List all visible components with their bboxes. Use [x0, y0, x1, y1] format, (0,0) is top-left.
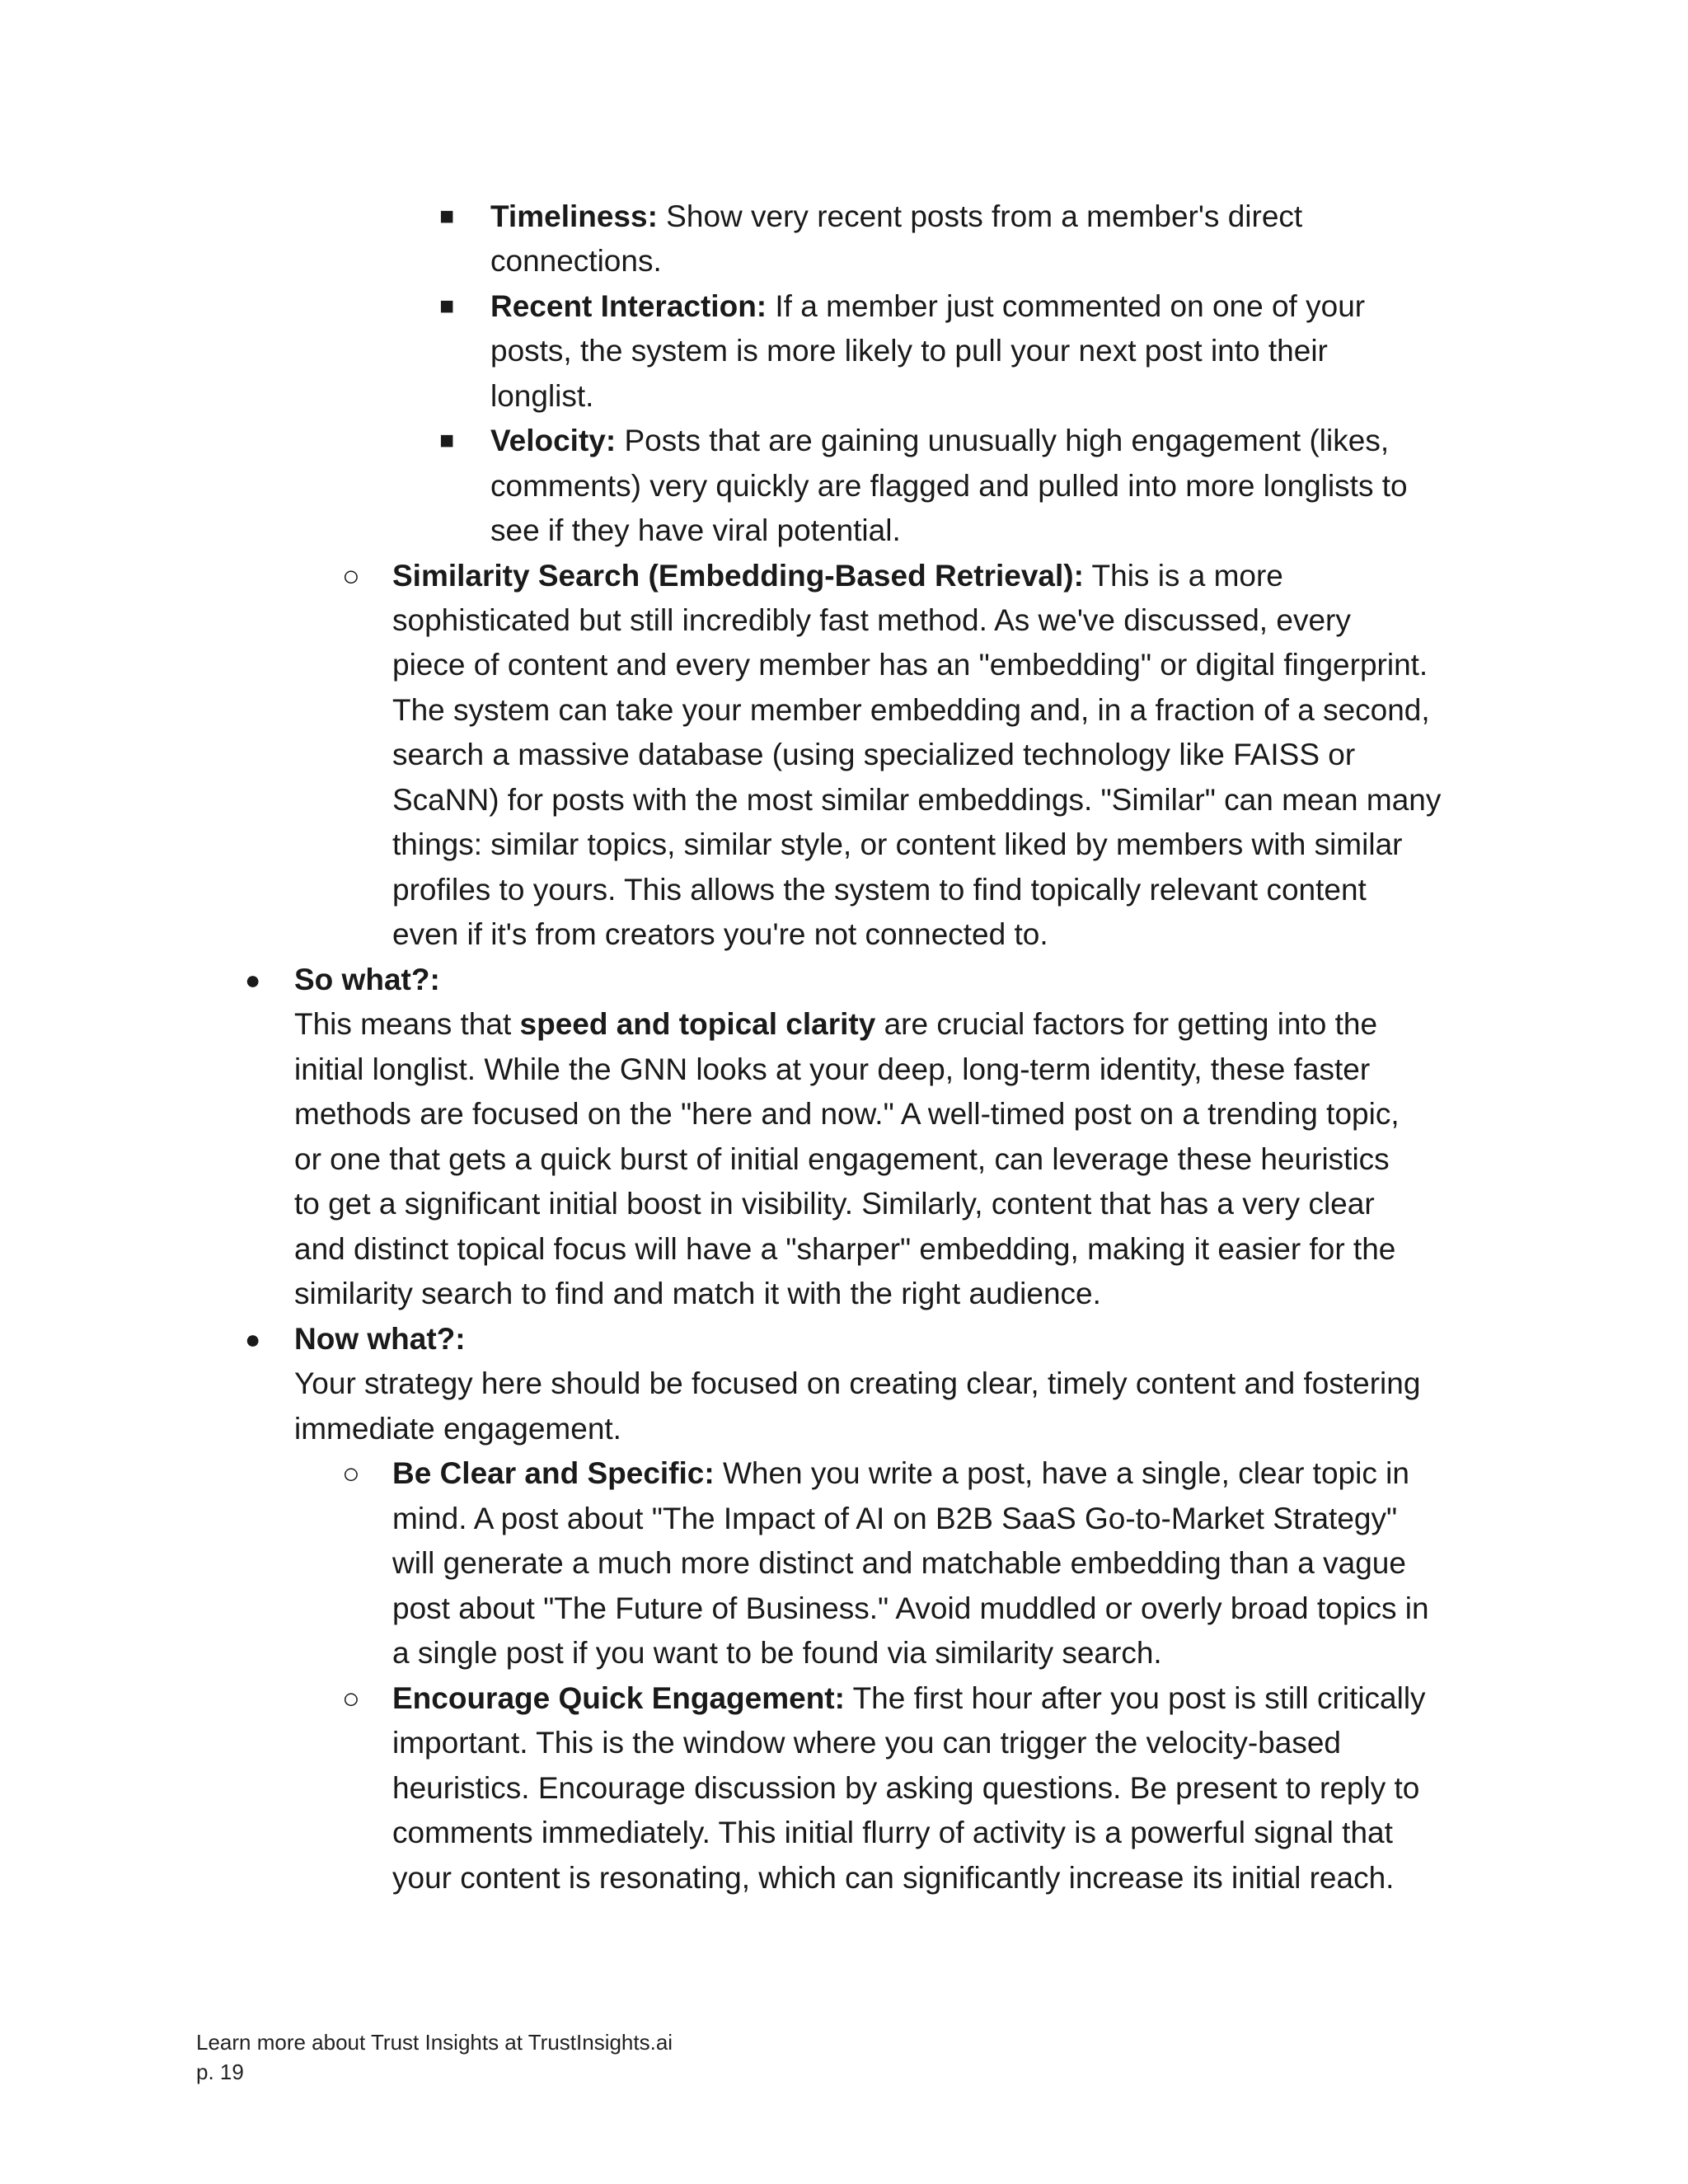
so-what-text-pre: This means that [294, 1007, 520, 1041]
timeliness-text-2: connections. [490, 244, 662, 278]
similarity-label: Similarity Search (Embedding-Based Retrieval): [392, 559, 1084, 593]
be-clear-text-4: post about "The Future of Business." Avoid muddled or overly broad topics in [392, 1591, 1429, 1625]
hollow-bullet-icon: ○ [342, 1681, 360, 1715]
similarity-text-5: search a massive database (using specialized technology like FAISS or [392, 738, 1356, 771]
recent-interaction-label: Recent Interaction: [490, 289, 767, 323]
similarity-item [392, 554, 1283, 598]
encourage-text: The first hour after you post is still critically [844, 1681, 1426, 1715]
similarity-text-2: sophisticated but still incredibly fast method. As we've discussed, every [392, 603, 1351, 637]
similarity-text-7: things: similar topics, similar style, or content liked by members with similar [392, 827, 1403, 861]
so-what-label: So what?: [294, 963, 440, 996]
recent-interaction-item [490, 284, 1365, 329]
velocity-text: Posts that are gaining unusually high engagement (likes, [616, 424, 1390, 457]
now-what-text-1: Your strategy here should be focused on creating clear, timely content and fostering [294, 1366, 1421, 1400]
so-what-emphasis: speed and topical clarity [519, 1007, 876, 1041]
now-what-label: Now what?: [294, 1322, 466, 1356]
velocity-text-2: comments) very quickly are flagged and pulled into more longlists to [490, 469, 1408, 503]
be-clear-text-3: will generate a much more distinct and matchable embedding than a vague [392, 1546, 1406, 1580]
encourage-text-2: important. This is the window where you can trigger the velocity-based [392, 1726, 1341, 1760]
encourage-text-4: comments immediately. This initial flurry of activity is a powerful signal that [392, 1816, 1393, 1849]
similarity-text-6: ScaNN) for posts with the most similar embeddings. "Similar" can mean many [392, 783, 1442, 817]
square-bullet-icon: ■ [439, 293, 455, 320]
encourage-text-3: heuristics. Encourage discussion by asking questions. Be present to reply to [392, 1771, 1420, 1805]
timeliness-label: Timeliness: [490, 199, 658, 233]
so-what-text-3: methods are focused on the "here and now." A well-timed post on a trending topic, [294, 1097, 1400, 1131]
be-clear-item [392, 1451, 1409, 1496]
recent-interaction-text-2: posts, the system is more likely to pull your next post into their [490, 334, 1328, 368]
velocity-label: Velocity: [490, 424, 617, 457]
be-clear-text-2: mind. A post about "The Impact of AI on B2B SaaS Go-to-Market Strategy" [392, 1502, 1398, 1535]
now-what-heading [294, 1317, 466, 1361]
so-what-text-4: or one that gets a quick burst of initial engagement, can leverage these heuristics [294, 1142, 1390, 1176]
disc-bullet-icon: ● [245, 965, 261, 995]
be-clear-text-5: a single post if you want to be found via similarity search. [392, 1636, 1162, 1670]
square-bullet-icon: ■ [439, 203, 455, 230]
hollow-bullet-icon: ○ [342, 1456, 360, 1490]
velocity-text-3: see if they have viral potential. [490, 513, 901, 547]
so-what-text-5: to get a significant initial boost in visibility. Similarly, content that has a very clear [294, 1187, 1375, 1221]
so-what-text-7: similarity search to find and match it with the right audience. [294, 1277, 1101, 1310]
be-clear-text: When you write a post, have a single, clear topic in [714, 1456, 1409, 1490]
velocity-item [490, 419, 1389, 463]
encourage-item [392, 1676, 1426, 1721]
hollow-bullet-icon: ○ [342, 559, 360, 593]
recent-interaction-text: If a member just commented on one of your [767, 289, 1366, 323]
timeliness-item [490, 194, 1302, 239]
encourage-label: Encourage Quick Engagement: [392, 1681, 845, 1715]
encourage-text-5: your content is resonating, which can significantly increase its initial reach. [392, 1861, 1395, 1895]
similarity-text-8: profiles to yours. This allows the system to find topically relevant content [392, 873, 1367, 907]
now-what-text-2: immediate engagement. [294, 1412, 621, 1446]
so-what-text-6: and distinct topical focus will have a "sharper" embedding, making it easier for the [294, 1232, 1396, 1266]
square-bullet-icon: ■ [439, 427, 455, 454]
page-number: p. 19 [196, 2060, 244, 2084]
so-what-text-post: are crucial factors for getting into the [875, 1007, 1378, 1041]
disc-bullet-icon: ● [245, 1324, 261, 1354]
similarity-text: This is a more [1083, 559, 1283, 593]
so-what-heading [294, 958, 440, 1002]
be-clear-label: Be Clear and Specific: [392, 1456, 715, 1490]
similarity-text-4: The system can take your member embedding and, in a fraction of a second, [392, 693, 1430, 727]
recent-interaction-text-3: longlist. [490, 379, 594, 413]
footer-text: Learn more about Trust Insights at TrustInsights.ai [196, 2030, 673, 2055]
similarity-text-9: even if it's from creators you're not connected to. [392, 917, 1048, 951]
so-what-text-1 [294, 1002, 1377, 1047]
similarity-text-3: piece of content and every member has an "embedding" or digital fingerprint. [392, 648, 1428, 682]
so-what-text-2: initial longlist. While the GNN looks at your deep, long-term identity, these faster [294, 1052, 1371, 1086]
timeliness-text: Show very recent posts from a member's direct [657, 199, 1303, 233]
